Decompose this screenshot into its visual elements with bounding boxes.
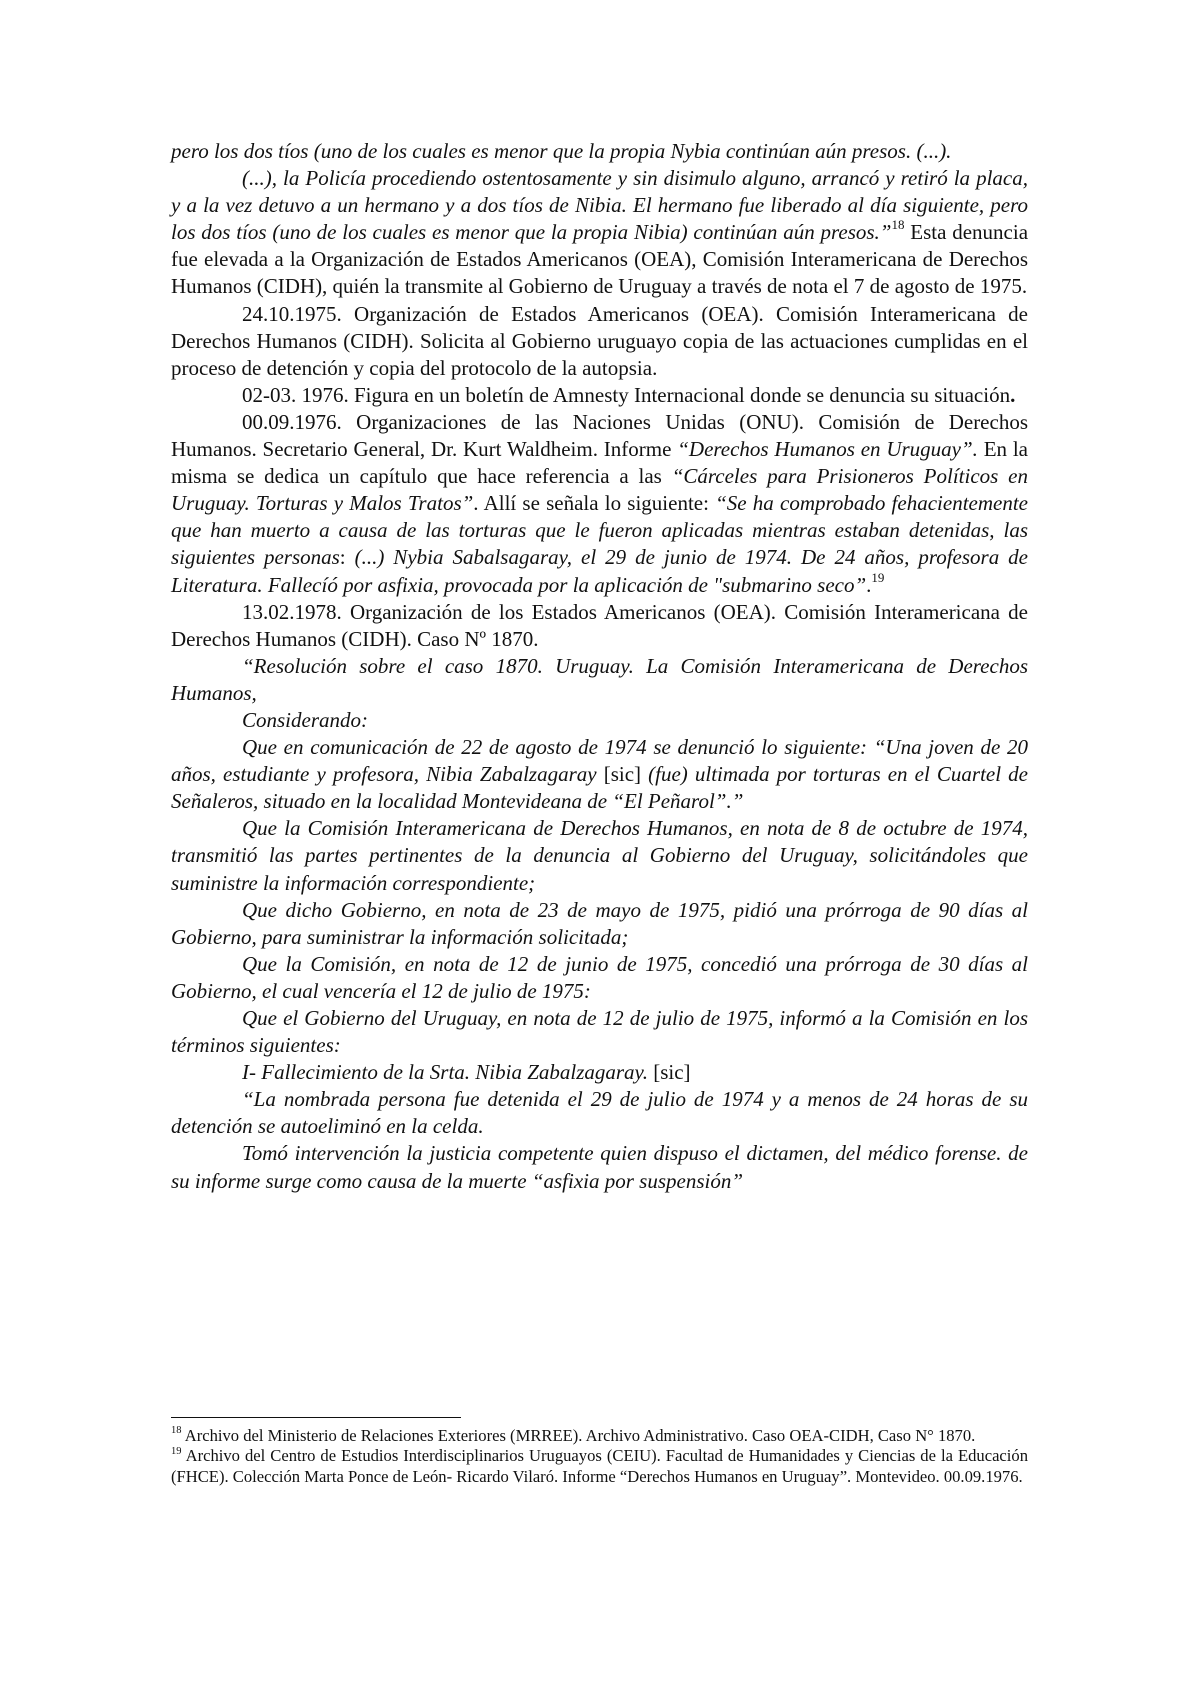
footnote-number: 18 <box>171 1425 182 1437</box>
paragraph-oea-1975 <box>171 301 1028 382</box>
quote-text: (...) Nybia Sabalsagaray, el 29 de junio de 1974. De 24 años, profesora de Literatura. Fallecíó por asfixia, provocada por la aplicación de "submarino seco” <box>171 545 1029 597</box>
quote-text: Que en comunicación de 22 de agosto de 1974 se denunció lo siguiente: “Una joven de 20 años, estudiante y profesora, Nibia Zabalzagaray <box>171 735 1028 787</box>
body-text <box>171 138 1028 1195</box>
paragraph-resolucion <box>171 653 1028 707</box>
quote-text: “La nombrada persona fue detenida el 29 de julio de 1974 y a menos de 24 horas de su detención se autoeliminó en la celda. <box>171 1087 1028 1139</box>
bold-period: . <box>1010 382 1016 407</box>
paragraph-text: 00.09.1976. Organizaciones de las Naciones Unidas (ONU). Comisión de Derechos Humanos. Secretario General, Dr. Kurt Waldheim. Informe <box>171 409 1028 462</box>
paragraph-comunicacion <box>171 734 1028 815</box>
paragraph-text: Esta denuncia fue elevada a la Organización de Estados Americanos (OEA), Comisión Interamericana de Derechos Humanos (CIDH), quién la transmite al Gobierno de Uruguay a través de nota el 7 de agosto de 1975. <box>171 220 1029 299</box>
paragraph-prorroga-90 <box>171 897 1028 951</box>
footnote-divider <box>171 1417 461 1418</box>
paragraph-oea-1978 <box>171 599 1028 653</box>
paragraph-prorroga-30 <box>171 951 1028 1005</box>
paragraph-informo <box>171 1005 1028 1059</box>
paragraph-text: : <box>339 545 355 570</box>
sic-mark: [sic] <box>647 1060 691 1085</box>
paragraph-text: En la misma se dedica un capítulo que hace referencia a las <box>171 437 1028 489</box>
quote-text: pero los dos tíos (uno de los cuales es menor que la propia Nybia continúan aún presos. (...). <box>171 139 952 163</box>
footnote-18 <box>171 1426 1028 1446</box>
quote-text: I- Fallecimiento de la Srta. Nibia Zabalzagaray. <box>242 1060 648 1085</box>
chapter-title: “Cárceles para Prisioneros Políticos en Uruguay. Torturas y Malos Tratos” <box>171 464 1028 516</box>
footnotes <box>171 1426 1028 1487</box>
paragraph-intervencion <box>171 1140 1028 1194</box>
paragraph-onu <box>171 409 1028 599</box>
sic-mark: [sic] <box>603 762 642 787</box>
paragraph-text: 13.02.1978. Organización de los Estados Americanos (OEA). Comisión Interamericana de Derechos Humanos (CIDH). Caso Nº 1870. <box>171 599 1028 651</box>
paragraph-continuation <box>171 138 1028 165</box>
quote-text: (fue) ultimada por torturas en el Cuartel de Señaleros, situado en la localidad Montevideana de “El Peñarol”.” <box>171 762 1029 814</box>
paragraph-text: . <box>866 572 872 597</box>
quote-text: Considerando: <box>242 707 368 732</box>
quote-text: (...), la Policía procediendo ostentosamente y sin disimulo alguno, arrancó y retiró la placa, y a la vez detuvo a un hermano y a dos tíos de Nibia. El hermano fue liberado al día siguiente, pero los dos tíos (uno de los cuales es menor que la propia Nibia) continúan aún presos.” <box>171 166 1028 245</box>
quote-text: “Resolución sobre el caso 1870. Uruguay. La Comisión Interamericana de Derechos Humanos, <box>171 653 1028 705</box>
quote-text: Que la Comisión Interamericana de Derechos Humanos, en nota de 8 de octubre de 1974, transmitió las partes pertinentes de la denuncia al Gobierno del Uruguay, solicitándoles que suministre la información correspondiente; <box>171 816 1028 895</box>
paragraph-denuncia <box>171 165 1028 300</box>
footnote-19 <box>171 1446 1028 1487</box>
paragraph-considerando <box>171 707 1028 734</box>
quote-text: Tomó intervención la justicia competente quien dispuso el dictamen, del médico forense. de su informe surge como causa de la muerte “asfixia por suspensión” <box>171 1141 1028 1193</box>
quote-text: Que dicho Gobierno, en nota de 23 de mayo de 1975, pidió una prórroga de 90 días al Gobierno, para suministrar la información solicitada; <box>171 897 1028 949</box>
report-title: “Derechos Humanos en Uruguay”. <box>677 437 978 462</box>
quote-text: “Se ha comprobado fehacientemente que han muerto a causa de las torturas que le fueron aplicadas mientras estaban detenidas, las siguientes personas <box>171 491 1028 570</box>
paragraph-nota-1974 <box>171 815 1028 896</box>
quote-text: Que el Gobierno del Uruguay, en nota de 12 de julio de 1975, informó a la Comisión en los términos siguientes: <box>171 1006 1028 1058</box>
paragraph-text: . Allí se señala lo siguiente: <box>473 491 716 516</box>
paragraph-text: 24.10.1975. Organización de Estados Americanos (OEA). Comisión Interamericana de Derechos Humanos (CIDH). Solicita al Gobierno uruguayo copia de las actuaciones cumplidas en el proceso de detención y copia del protocolo de la autopsia. <box>171 301 1028 380</box>
paragraph-fallecimiento <box>171 1059 1028 1086</box>
footnote-number: 19 <box>171 1445 182 1457</box>
footnote-text: Archivo del Ministerio de Relaciones Exteriores (MRREE). Archivo Administrativo. Caso OEA-CIDH, Caso N° 1870. <box>181 1426 976 1445</box>
footnote-text: Archivo del Centro de Estudios Interdisciplinarios Uruguayos (CEIU). Facultad de Humanidades y Ciencias de la Educación (FHCE). Colección Marta Ponce de León- Ricardo Vilaró. Informe “Derechos Humanos en Uruguay”. Montevideo. 00.09.1976. <box>171 1446 1028 1486</box>
footnote-ref-18[interactable]: 18 <box>891 217 905 233</box>
paragraph-amnesty <box>171 382 1028 409</box>
quote-text: Que la Comisión, en nota de 12 de junio de 1975, concedió una prórroga de 30 días al Gobierno, el cual vencería el 12 de julio de 1975: <box>171 951 1028 1003</box>
footnote-ref-19[interactable]: 19 <box>871 569 885 585</box>
paragraph-detenida <box>171 1086 1028 1140</box>
paragraph-text: 02-03. 1976. Figura en un boletín de Amnesty Internacional donde se denuncia su situación <box>242 382 1011 407</box>
